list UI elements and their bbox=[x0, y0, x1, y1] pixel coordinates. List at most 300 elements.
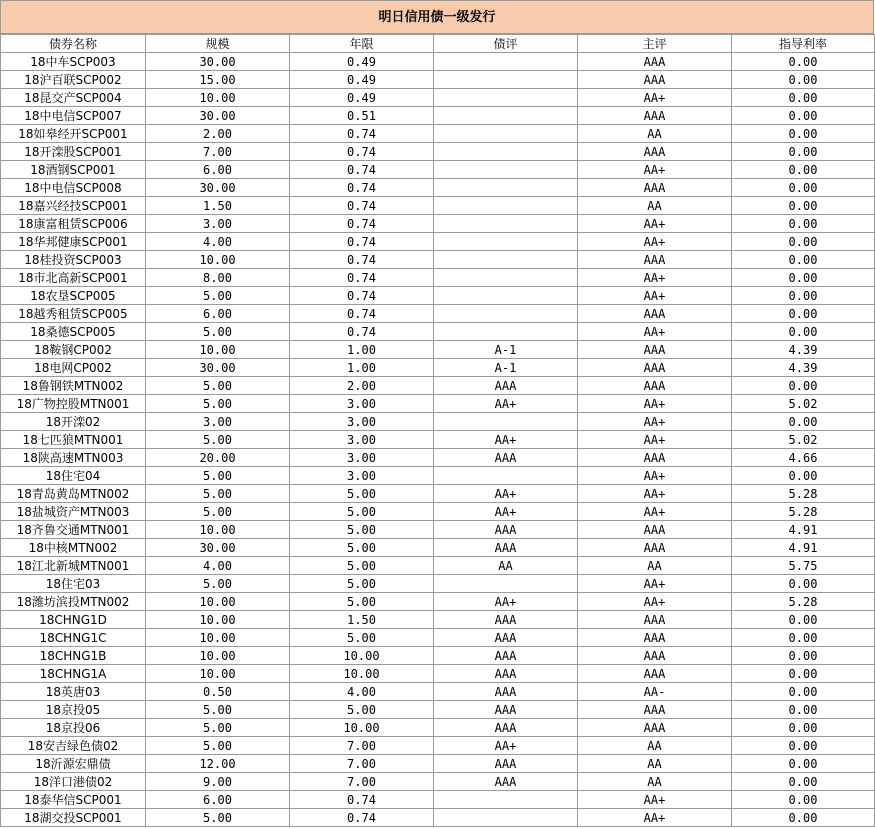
tenor-cell[interactable]: 5.00 bbox=[290, 485, 434, 503]
bond-name-cell[interactable]: 18鲁钢铁MTN002 bbox=[1, 377, 146, 395]
tenor-cell[interactable]: 0.74 bbox=[290, 215, 434, 233]
size-cell[interactable]: 6.00 bbox=[146, 791, 290, 809]
size-cell[interactable]: 7.00 bbox=[146, 143, 290, 161]
issuer-rating-cell[interactable]: AA+ bbox=[578, 809, 732, 827]
bond-rating-cell[interactable] bbox=[434, 107, 578, 125]
table-row bbox=[1, 395, 875, 413]
table-row bbox=[1, 755, 875, 773]
bond-rating-cell[interactable]: AA+ bbox=[434, 485, 578, 503]
tenor-cell[interactable]: 0.74 bbox=[290, 125, 434, 143]
bond-rating-cell[interactable]: AAA bbox=[434, 629, 578, 647]
table-row bbox=[1, 791, 875, 809]
issuer-rating-cell[interactable]: AAA bbox=[578, 539, 732, 557]
guide-rate-cell[interactable]: 0.00 bbox=[732, 773, 875, 791]
guide-rate-cell[interactable]: 0.00 bbox=[732, 809, 875, 827]
issuer-rating-cell[interactable]: AA+ bbox=[578, 161, 732, 179]
issuer-rating-cell[interactable]: AA+ bbox=[578, 467, 732, 485]
tenor-cell[interactable]: 0.74 bbox=[290, 305, 434, 323]
issuer-rating-cell[interactable]: AA+ bbox=[578, 431, 732, 449]
bond-name-cell[interactable]: 18开滦股SCP001 bbox=[1, 143, 146, 161]
issuer-rating-cell[interactable]: AA bbox=[578, 125, 732, 143]
size-cell[interactable]: 5.00 bbox=[146, 701, 290, 719]
bond-name-cell[interactable]: 18安吉绿色债02 bbox=[1, 737, 146, 755]
tenor-cell[interactable]: 10.00 bbox=[290, 647, 434, 665]
tenor-cell[interactable]: 2.00 bbox=[290, 377, 434, 395]
issuer-rating-cell[interactable]: AA bbox=[578, 773, 732, 791]
table-row bbox=[1, 179, 875, 197]
guide-rate-cell[interactable]: 0.00 bbox=[732, 467, 875, 485]
bond-name-cell[interactable]: 18京投06 bbox=[1, 719, 146, 737]
guide-rate-cell[interactable]: 0.00 bbox=[732, 719, 875, 737]
tenor-cell[interactable]: 0.74 bbox=[290, 809, 434, 827]
issuer-rating-cell[interactable]: AA bbox=[578, 755, 732, 773]
bond-rating-cell[interactable]: A-1 bbox=[434, 359, 578, 377]
table-row bbox=[1, 629, 875, 647]
issuer-rating-cell[interactable]: AA+ bbox=[578, 287, 732, 305]
size-cell[interactable]: 30.00 bbox=[146, 107, 290, 125]
bond-rating-cell[interactable]: AAA bbox=[434, 773, 578, 791]
bond-name-cell[interactable]: 18昆交产SCP004 bbox=[1, 89, 146, 107]
size-cell[interactable]: 15.00 bbox=[146, 71, 290, 89]
size-cell[interactable]: 1.50 bbox=[146, 197, 290, 215]
table-row bbox=[1, 359, 875, 377]
table-row bbox=[1, 323, 875, 341]
table-row bbox=[1, 683, 875, 701]
bond-rating-cell[interactable]: AAA bbox=[434, 719, 578, 737]
bond-rating-cell[interactable]: AA+ bbox=[434, 593, 578, 611]
tenor-cell[interactable]: 7.00 bbox=[290, 737, 434, 755]
column-header-tenor[interactable]: 年限 bbox=[290, 35, 434, 53]
table-row bbox=[1, 413, 875, 431]
guide-rate-cell[interactable]: 0.00 bbox=[732, 791, 875, 809]
bond-rating-cell[interactable] bbox=[434, 161, 578, 179]
bond-rating-cell[interactable] bbox=[434, 89, 578, 107]
issuer-rating-cell[interactable]: AA bbox=[578, 197, 732, 215]
tenor-cell[interactable]: 10.00 bbox=[290, 719, 434, 737]
table-row bbox=[1, 161, 875, 179]
guide-rate-cell[interactable]: 5.28 bbox=[732, 485, 875, 503]
issuer-rating-cell[interactable]: AA+ bbox=[578, 323, 732, 341]
table-row bbox=[1, 125, 875, 143]
tenor-cell[interactable]: 5.00 bbox=[290, 629, 434, 647]
guide-rate-cell[interactable]: 0.00 bbox=[732, 755, 875, 773]
tenor-cell[interactable]: 3.00 bbox=[290, 449, 434, 467]
size-cell[interactable]: 0.50 bbox=[146, 683, 290, 701]
column-header-issuer-rating[interactable]: 主评 bbox=[578, 35, 732, 53]
bond-name-cell[interactable]: 18洋口港债02 bbox=[1, 773, 146, 791]
issuer-rating-cell[interactable]: AAA bbox=[578, 719, 732, 737]
bond-name-cell[interactable]: 18齐鲁交通MTN001 bbox=[1, 521, 146, 539]
tenor-cell[interactable]: 10.00 bbox=[290, 665, 434, 683]
bond-rating-cell[interactable] bbox=[434, 287, 578, 305]
guide-rate-cell[interactable]: 0.00 bbox=[732, 197, 875, 215]
size-cell[interactable]: 5.00 bbox=[146, 323, 290, 341]
tenor-cell[interactable]: 0.74 bbox=[290, 233, 434, 251]
bond-rating-cell[interactable]: A-1 bbox=[434, 341, 578, 359]
tenor-cell[interactable]: 5.00 bbox=[290, 521, 434, 539]
table-row bbox=[1, 305, 875, 323]
bond-rating-cell[interactable]: AAA bbox=[434, 377, 578, 395]
tenor-cell[interactable]: 4.00 bbox=[290, 683, 434, 701]
size-cell[interactable]: 8.00 bbox=[146, 269, 290, 287]
bond-name-cell[interactable]: 18鞍钢CP002 bbox=[1, 341, 146, 359]
guide-rate-cell[interactable]: 4.91 bbox=[732, 539, 875, 557]
size-cell[interactable]: 10.00 bbox=[146, 341, 290, 359]
bond-rating-cell[interactable]: AAA bbox=[434, 683, 578, 701]
tenor-cell[interactable]: 3.00 bbox=[290, 413, 434, 431]
tenor-cell[interactable]: 5.00 bbox=[290, 557, 434, 575]
issuer-rating-cell[interactable]: AAA bbox=[578, 521, 732, 539]
tenor-cell[interactable]: 5.00 bbox=[290, 701, 434, 719]
issuer-rating-cell[interactable]: AA+ bbox=[578, 395, 732, 413]
size-cell[interactable]: 10.00 bbox=[146, 629, 290, 647]
issuer-rating-cell[interactable]: AAA bbox=[578, 251, 732, 269]
issuer-rating-cell[interactable]: AA bbox=[578, 737, 732, 755]
bond-rating-cell[interactable] bbox=[434, 791, 578, 809]
guide-rate-cell[interactable]: 0.00 bbox=[732, 737, 875, 755]
guide-rate-cell[interactable]: 5.75 bbox=[732, 557, 875, 575]
issuer-rating-cell[interactable]: AA+ bbox=[578, 413, 732, 431]
bond-rating-cell[interactable] bbox=[434, 125, 578, 143]
issuer-rating-cell[interactable]: AAA bbox=[578, 305, 732, 323]
bond-name-cell[interactable]: 18桂投资SCP003 bbox=[1, 251, 146, 269]
bond-rating-cell[interactable]: AAA bbox=[434, 449, 578, 467]
bond-rating-cell[interactable]: AAA bbox=[434, 539, 578, 557]
issuer-rating-cell[interactable]: AA+ bbox=[578, 593, 732, 611]
guide-rate-cell[interactable]: 0.00 bbox=[732, 647, 875, 665]
guide-rate-cell[interactable]: 0.00 bbox=[732, 215, 875, 233]
guide-rate-cell[interactable]: 0.00 bbox=[732, 53, 875, 71]
size-cell[interactable]: 30.00 bbox=[146, 359, 290, 377]
bond-name-cell[interactable]: 18潍坊滨投MTN002 bbox=[1, 593, 146, 611]
column-header-name[interactable]: 债券名称 bbox=[1, 35, 146, 53]
tenor-cell[interactable]: 0.74 bbox=[290, 161, 434, 179]
bond-name-cell[interactable]: 18沂源宏鼎债 bbox=[1, 755, 146, 773]
guide-rate-cell[interactable]: 0.00 bbox=[732, 233, 875, 251]
size-cell[interactable]: 9.00 bbox=[146, 773, 290, 791]
bond-rating-cell[interactable] bbox=[434, 143, 578, 161]
bond-name-cell[interactable]: 18嘉兴经技SCP001 bbox=[1, 197, 146, 215]
bond-rating-cell[interactable]: AA+ bbox=[434, 737, 578, 755]
guide-rate-cell[interactable]: 4.66 bbox=[732, 449, 875, 467]
size-cell[interactable]: 5.00 bbox=[146, 377, 290, 395]
bond-rating-cell[interactable] bbox=[434, 269, 578, 287]
issuer-rating-cell[interactable]: AA+ bbox=[578, 575, 732, 593]
issuer-rating-cell[interactable]: AA+ bbox=[578, 215, 732, 233]
bond-name-cell[interactable]: 18开滦02 bbox=[1, 413, 146, 431]
table-row bbox=[1, 701, 875, 719]
tenor-cell[interactable]: 7.00 bbox=[290, 773, 434, 791]
size-cell[interactable]: 5.00 bbox=[146, 719, 290, 737]
bond-rating-cell[interactable] bbox=[434, 809, 578, 827]
size-cell[interactable]: 5.00 bbox=[146, 575, 290, 593]
guide-rate-cell[interactable]: 0.00 bbox=[732, 269, 875, 287]
size-cell[interactable]: 5.00 bbox=[146, 503, 290, 521]
bond-name-cell[interactable]: 18陕高速MTN003 bbox=[1, 449, 146, 467]
column-header-guide-rate[interactable]: 指导利率 bbox=[732, 35, 875, 53]
bond-name-cell[interactable]: 18CHNG1B bbox=[1, 647, 146, 665]
issuer-rating-cell[interactable]: AA+ bbox=[578, 485, 732, 503]
tenor-cell[interactable]: 0.74 bbox=[290, 323, 434, 341]
guide-rate-cell[interactable]: 0.00 bbox=[732, 287, 875, 305]
issuer-rating-cell[interactable]: AA+ bbox=[578, 269, 732, 287]
guide-rate-cell[interactable]: 0.00 bbox=[732, 575, 875, 593]
size-cell[interactable]: 10.00 bbox=[146, 647, 290, 665]
size-cell[interactable]: 10.00 bbox=[146, 251, 290, 269]
tenor-cell[interactable]: 1.00 bbox=[290, 359, 434, 377]
guide-rate-cell[interactable]: 0.00 bbox=[732, 125, 875, 143]
issuer-rating-cell[interactable]: AAA bbox=[578, 71, 732, 89]
bond-rating-cell[interactable]: AAA bbox=[434, 611, 578, 629]
bond-name-cell[interactable]: 18越秀租赁SCP005 bbox=[1, 305, 146, 323]
guide-rate-cell[interactable]: 0.00 bbox=[732, 377, 875, 395]
guide-rate-cell[interactable]: 0.00 bbox=[732, 665, 875, 683]
size-cell[interactable]: 6.00 bbox=[146, 305, 290, 323]
issuer-rating-cell[interactable]: AA- bbox=[578, 683, 732, 701]
bond-name-cell[interactable]: 18英唐03 bbox=[1, 683, 146, 701]
guide-rate-cell[interactable]: 0.00 bbox=[732, 251, 875, 269]
tenor-cell[interactable]: 0.51 bbox=[290, 107, 434, 125]
tenor-cell[interactable]: 0.74 bbox=[290, 791, 434, 809]
issuer-rating-cell[interactable]: AAA bbox=[578, 629, 732, 647]
size-cell[interactable]: 5.00 bbox=[146, 431, 290, 449]
bond-name-cell[interactable]: 18CHNG1D bbox=[1, 611, 146, 629]
table-row bbox=[1, 593, 875, 611]
bond-name-cell[interactable]: 18中车SCP003 bbox=[1, 53, 146, 71]
bond-name-cell[interactable]: 18广物控股MTN001 bbox=[1, 395, 146, 413]
table-row bbox=[1, 251, 875, 269]
size-cell[interactable]: 30.00 bbox=[146, 53, 290, 71]
bond-name-cell[interactable]: 18电网CP002 bbox=[1, 359, 146, 377]
size-cell[interactable]: 5.00 bbox=[146, 395, 290, 413]
size-cell[interactable]: 5.00 bbox=[146, 467, 290, 485]
guide-rate-cell[interactable]: 0.00 bbox=[732, 143, 875, 161]
issuer-rating-cell[interactable]: AA+ bbox=[578, 503, 732, 521]
issuer-rating-cell[interactable]: AAA bbox=[578, 341, 732, 359]
tenor-cell[interactable]: 0.74 bbox=[290, 251, 434, 269]
guide-rate-cell[interactable]: 0.00 bbox=[732, 701, 875, 719]
tenor-cell[interactable]: 1.50 bbox=[290, 611, 434, 629]
bond-rating-cell[interactable] bbox=[434, 197, 578, 215]
tenor-cell[interactable]: 5.00 bbox=[290, 503, 434, 521]
bond-name-cell[interactable]: 18桑德SCP005 bbox=[1, 323, 146, 341]
guide-rate-cell[interactable]: 0.00 bbox=[732, 89, 875, 107]
issuer-rating-cell[interactable]: AAA bbox=[578, 701, 732, 719]
guide-rate-cell[interactable]: 0.00 bbox=[732, 683, 875, 701]
issuer-rating-cell[interactable]: AAA bbox=[578, 179, 732, 197]
table-row bbox=[1, 233, 875, 251]
table-row bbox=[1, 503, 875, 521]
table-row bbox=[1, 467, 875, 485]
issuer-rating-cell[interactable]: AAA bbox=[578, 143, 732, 161]
bond-name-cell[interactable]: 18农垦SCP005 bbox=[1, 287, 146, 305]
table-row bbox=[1, 539, 875, 557]
guide-rate-cell[interactable]: 0.00 bbox=[732, 611, 875, 629]
tenor-cell[interactable]: 0.74 bbox=[290, 197, 434, 215]
table-row bbox=[1, 143, 875, 161]
size-cell[interactable]: 30.00 bbox=[146, 539, 290, 557]
size-cell[interactable]: 4.00 bbox=[146, 557, 290, 575]
bond-rating-cell[interactable] bbox=[434, 53, 578, 71]
size-cell[interactable]: 4.00 bbox=[146, 233, 290, 251]
size-cell[interactable]: 12.00 bbox=[146, 755, 290, 773]
tenor-cell[interactable]: 0.49 bbox=[290, 89, 434, 107]
tenor-cell[interactable]: 3.00 bbox=[290, 431, 434, 449]
table-row bbox=[1, 521, 875, 539]
column-header-bond-rating[interactable]: 债评 bbox=[434, 35, 578, 53]
guide-rate-cell[interactable]: 0.00 bbox=[732, 161, 875, 179]
bond-name-cell[interactable]: 18中核MTN002 bbox=[1, 539, 146, 557]
guide-rate-cell[interactable]: 0.00 bbox=[732, 71, 875, 89]
bond-rating-cell[interactable] bbox=[434, 215, 578, 233]
table-row bbox=[1, 71, 875, 89]
bond-name-cell[interactable]: 18京投05 bbox=[1, 701, 146, 719]
table-row bbox=[1, 449, 875, 467]
issuer-rating-cell[interactable]: AAA bbox=[578, 107, 732, 125]
bond-rating-cell[interactable]: AA+ bbox=[434, 503, 578, 521]
issuer-rating-cell[interactable]: AAA bbox=[578, 377, 732, 395]
sheet-title: 明日信用债一级发行 bbox=[0, 0, 874, 34]
tenor-cell[interactable]: 7.00 bbox=[290, 755, 434, 773]
tenor-cell[interactable]: 5.00 bbox=[290, 539, 434, 557]
issuer-rating-cell[interactable]: AAA bbox=[578, 53, 732, 71]
bond-name-cell[interactable]: 18中电信SCP008 bbox=[1, 179, 146, 197]
size-cell[interactable]: 10.00 bbox=[146, 593, 290, 611]
table-row bbox=[1, 269, 875, 287]
guide-rate-cell[interactable]: 0.00 bbox=[732, 305, 875, 323]
bond-rating-cell[interactable]: AAA bbox=[434, 521, 578, 539]
size-cell[interactable]: 20.00 bbox=[146, 449, 290, 467]
bond-name-cell[interactable]: 18CHNG1C bbox=[1, 629, 146, 647]
table-row bbox=[1, 485, 875, 503]
issuer-rating-cell[interactable]: AA bbox=[578, 557, 732, 575]
size-cell[interactable]: 10.00 bbox=[146, 611, 290, 629]
table-row bbox=[1, 809, 875, 827]
table-row bbox=[1, 431, 875, 449]
bond-rating-cell[interactable] bbox=[434, 467, 578, 485]
size-cell[interactable]: 2.00 bbox=[146, 125, 290, 143]
size-cell[interactable]: 6.00 bbox=[146, 161, 290, 179]
tenor-cell[interactable]: 0.74 bbox=[290, 143, 434, 161]
size-cell[interactable]: 30.00 bbox=[146, 179, 290, 197]
bond-rating-cell[interactable] bbox=[434, 71, 578, 89]
bond-name-cell[interactable]: 18市北高新SCP001 bbox=[1, 269, 146, 287]
tenor-cell[interactable]: 3.00 bbox=[290, 395, 434, 413]
tenor-cell[interactable]: 3.00 bbox=[290, 467, 434, 485]
size-cell[interactable]: 10.00 bbox=[146, 665, 290, 683]
bond-rating-cell[interactable]: AAA bbox=[434, 701, 578, 719]
table-row bbox=[1, 611, 875, 629]
size-cell[interactable]: 10.00 bbox=[146, 521, 290, 539]
guide-rate-cell[interactable]: 0.00 bbox=[732, 179, 875, 197]
bond-rating-cell[interactable] bbox=[434, 179, 578, 197]
tenor-cell[interactable]: 5.00 bbox=[290, 575, 434, 593]
bond-rating-cell[interactable] bbox=[434, 233, 578, 251]
bond-name-cell[interactable]: 18住宅04 bbox=[1, 467, 146, 485]
bond-name-cell[interactable]: 18七匹狼MTN001 bbox=[1, 431, 146, 449]
issuer-rating-cell[interactable]: AAA bbox=[578, 449, 732, 467]
issuer-rating-cell[interactable]: AAA bbox=[578, 647, 732, 665]
bond-rating-cell[interactable] bbox=[434, 575, 578, 593]
header-row bbox=[1, 35, 875, 53]
issuer-rating-cell[interactable]: AA+ bbox=[578, 233, 732, 251]
tenor-cell[interactable]: 0.74 bbox=[290, 287, 434, 305]
bond-rating-cell[interactable]: AA+ bbox=[434, 431, 578, 449]
tenor-cell[interactable]: 0.49 bbox=[290, 53, 434, 71]
size-cell[interactable]: 5.00 bbox=[146, 809, 290, 827]
bond-rating-cell[interactable] bbox=[434, 323, 578, 341]
tenor-cell[interactable]: 0.74 bbox=[290, 179, 434, 197]
bond-rating-cell[interactable]: AAA bbox=[434, 755, 578, 773]
bond-name-cell[interactable]: 18青岛黄岛MTN002 bbox=[1, 485, 146, 503]
bond-rating-cell[interactable] bbox=[434, 251, 578, 269]
table-row bbox=[1, 341, 875, 359]
bond-name-cell[interactable]: 18沪百联SCP002 bbox=[1, 71, 146, 89]
bond-name-cell[interactable]: 18如皋经开SCP001 bbox=[1, 125, 146, 143]
table-row bbox=[1, 557, 875, 575]
bond-name-cell[interactable]: 18酒钢SCP001 bbox=[1, 161, 146, 179]
size-cell[interactable]: 5.00 bbox=[146, 485, 290, 503]
guide-rate-cell[interactable]: 0.00 bbox=[732, 107, 875, 125]
size-cell[interactable]: 3.00 bbox=[146, 413, 290, 431]
tenor-cell[interactable]: 0.74 bbox=[290, 269, 434, 287]
guide-rate-cell[interactable]: 0.00 bbox=[732, 629, 875, 647]
bond-name-cell[interactable]: 18湖交投SCP001 bbox=[1, 809, 146, 827]
guide-rate-cell[interactable]: 5.28 bbox=[732, 593, 875, 611]
issuer-rating-cell[interactable]: AAA bbox=[578, 611, 732, 629]
guide-rate-cell[interactable]: 5.02 bbox=[732, 431, 875, 449]
tenor-cell[interactable]: 5.00 bbox=[290, 593, 434, 611]
bond-rating-cell[interactable]: AAA bbox=[434, 665, 578, 683]
bond-rating-cell[interactable]: AAA bbox=[434, 647, 578, 665]
bond-name-cell[interactable]: 18盐城资产MTN003 bbox=[1, 503, 146, 521]
size-cell[interactable]: 5.00 bbox=[146, 737, 290, 755]
guide-rate-cell[interactable]: 4.39 bbox=[732, 359, 875, 377]
guide-rate-cell[interactable]: 4.91 bbox=[732, 521, 875, 539]
size-cell[interactable]: 10.00 bbox=[146, 89, 290, 107]
bond-rating-cell[interactable] bbox=[434, 305, 578, 323]
guide-rate-cell[interactable]: 0.00 bbox=[732, 413, 875, 431]
bond-rating-cell[interactable] bbox=[434, 413, 578, 431]
bond-name-cell[interactable]: 18住宅03 bbox=[1, 575, 146, 593]
size-cell[interactable]: 5.00 bbox=[146, 287, 290, 305]
issuer-rating-cell[interactable]: AA+ bbox=[578, 89, 732, 107]
bond-rating-cell[interactable]: AA bbox=[434, 557, 578, 575]
issuer-rating-cell[interactable]: AA+ bbox=[578, 791, 732, 809]
issuer-rating-cell[interactable]: AAA bbox=[578, 665, 732, 683]
guide-rate-cell[interactable]: 4.39 bbox=[732, 341, 875, 359]
table-row bbox=[1, 575, 875, 593]
guide-rate-cell[interactable]: 5.02 bbox=[732, 395, 875, 413]
table-row bbox=[1, 377, 875, 395]
bond-name-cell[interactable]: 18中电信SCP007 bbox=[1, 107, 146, 125]
bond-name-cell[interactable]: 18泰华信SCP001 bbox=[1, 791, 146, 809]
bond-name-cell[interactable]: 18江北新城MTN001 bbox=[1, 557, 146, 575]
tenor-cell[interactable]: 1.00 bbox=[290, 341, 434, 359]
size-cell[interactable]: 3.00 bbox=[146, 215, 290, 233]
column-header-size[interactable]: 规模 bbox=[146, 35, 290, 53]
guide-rate-cell[interactable]: 5.28 bbox=[732, 503, 875, 521]
bond-name-cell[interactable]: 18康富租赁SCP006 bbox=[1, 215, 146, 233]
bond-name-cell[interactable]: 18CHNG1A bbox=[1, 665, 146, 683]
bond-rating-cell[interactable]: AA+ bbox=[434, 395, 578, 413]
table-row bbox=[1, 773, 875, 791]
guide-rate-cell[interactable]: 0.00 bbox=[732, 323, 875, 341]
tenor-cell[interactable]: 0.49 bbox=[290, 71, 434, 89]
table-row bbox=[1, 737, 875, 755]
bond-name-cell[interactable]: 18华邦健康SCP001 bbox=[1, 233, 146, 251]
issuer-rating-cell[interactable]: AAA bbox=[578, 359, 732, 377]
